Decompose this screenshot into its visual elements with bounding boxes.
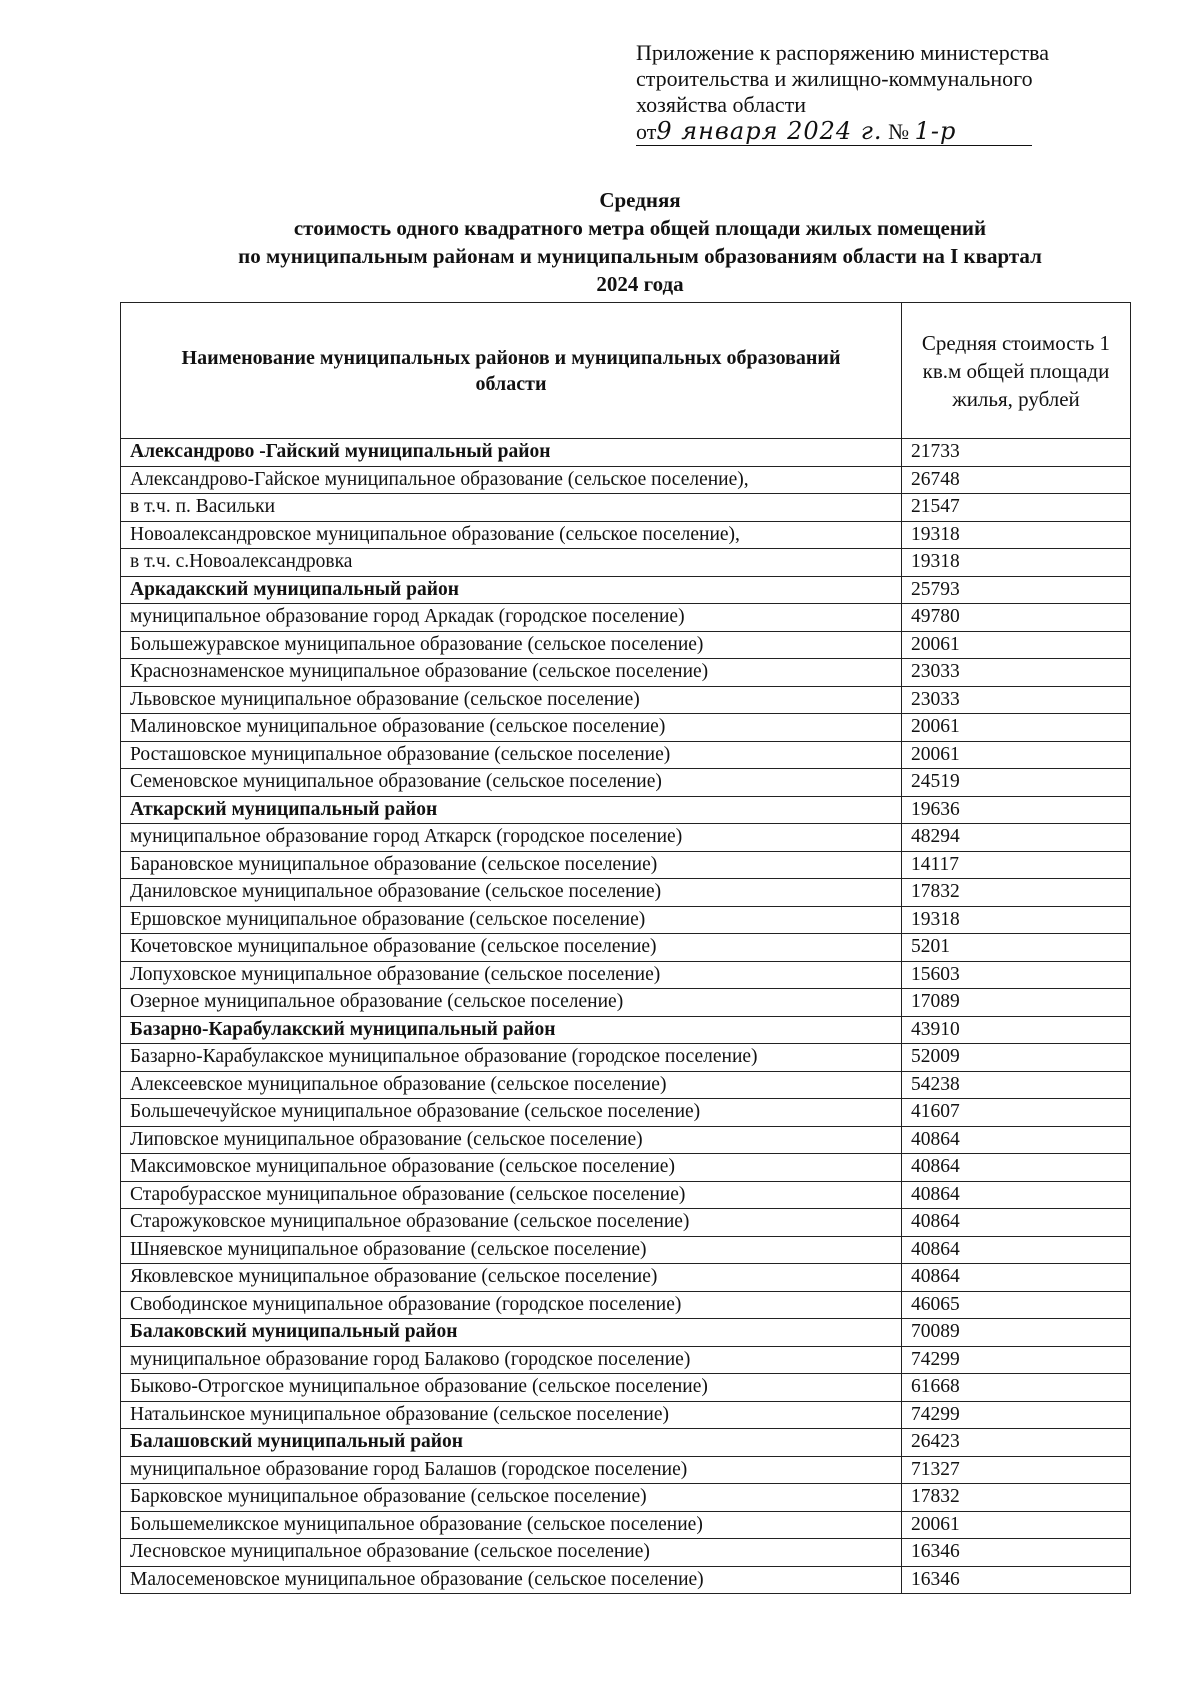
table-row [121,1209,1131,1237]
table-row [121,494,1131,522]
table-row [121,466,1131,494]
table-row [121,1291,1131,1319]
appendix-line: Приложение к распоряжению министерства [636,40,1049,65]
appendix-line: строительства и жилищно-коммунального [636,66,1033,91]
row-name: Большемеликское муниципальное образование (сельское поселение) [121,1511,902,1539]
document-title [150,186,1130,298]
district-row [121,1429,1131,1457]
district-row [121,1319,1131,1347]
table-row [121,1456,1131,1484]
row-value: 48294 [902,824,1131,852]
row-value: 46065 [902,1291,1131,1319]
table-row [121,1126,1131,1154]
row-value: 17832 [902,1484,1131,1512]
table-row [121,1484,1131,1512]
row-value: 26748 [902,466,1131,494]
row-value: 16346 [902,1539,1131,1567]
table-row [121,714,1131,742]
title-line-1: Средняя [599,188,681,212]
order-date-line [636,118,1032,146]
row-value: 74299 [902,1401,1131,1429]
header-name: Наименование муниципальных районов и муниципальных образований области [121,303,902,439]
date-prefix: от [636,119,657,144]
row-name: Базарно-Карабулакское муниципальное образование (городское поселение) [121,1044,902,1072]
table-body [121,439,1131,1594]
row-value: 15603 [902,961,1131,989]
table-row [121,1181,1131,1209]
district-row [121,439,1131,467]
row-value: 40864 [902,1154,1131,1182]
row-name: Липовское муниципальное образование (сельское поселение) [121,1126,902,1154]
table-row [121,1044,1131,1072]
table-row [121,1236,1131,1264]
table-row [121,769,1131,797]
row-name: Росташовское муниципальное образование (сельское поселение) [121,741,902,769]
row-name: Озерное муниципальное образование (сельское поселение) [121,989,902,1017]
row-value: 40864 [902,1209,1131,1237]
row-name: Кочетовское муниципальное образование (сельское поселение) [121,934,902,962]
row-value: 19318 [902,521,1131,549]
row-name: Барановское муниципальное образование (сельское поселение) [121,851,902,879]
row-name: Максимовское муниципальное образование (сельское поселение) [121,1154,902,1182]
table-row [121,686,1131,714]
row-name: Аткарский муниципальный район [121,796,902,824]
row-value: 21547 [902,494,1131,522]
row-value: 17832 [902,879,1131,907]
row-name: Лесновское муниципальное образование (сельское поселение) [121,1539,902,1567]
table-row [121,879,1131,907]
row-name: Малосеменовское муниципальное образование (сельское поселение) [121,1566,902,1594]
row-value: 71327 [902,1456,1131,1484]
table-row [121,906,1131,934]
row-value: 20061 [902,741,1131,769]
title-line-2: стоимость одного квадратного метра общей площади жилых помещений [293,216,987,240]
table-row [121,604,1131,632]
handwritten-date: 9 января 2024 г. [656,117,883,145]
table-row [121,1264,1131,1292]
table-row [121,989,1131,1017]
title-line-3: по муниципальным районам и муниципальным образованиям области на I квартал [238,244,1042,268]
row-value: 23033 [902,659,1131,687]
row-value: 26423 [902,1429,1131,1457]
row-value: 20061 [902,1511,1131,1539]
row-name: Большечечуйское муниципальное образование (сельское поселение) [121,1099,902,1127]
row-name: Львовское муниципальное образование (сельское поселение) [121,686,902,714]
row-value: 43910 [902,1016,1131,1044]
table-row [121,741,1131,769]
row-name: Краснознаменское муниципальное образование (сельское поселение) [121,659,902,687]
row-value: 19318 [902,906,1131,934]
row-name: Новоалександровское муниципальное образование (сельское поселение), [121,521,902,549]
row-value: 70089 [902,1319,1131,1347]
row-value: 40864 [902,1181,1131,1209]
district-row [121,576,1131,604]
row-value: 40864 [902,1126,1131,1154]
number-prefix: № [888,119,910,144]
row-name: Балашовский муниципальный район [121,1429,902,1457]
table-row [121,1099,1131,1127]
table-row [121,1401,1131,1429]
row-value: 40864 [902,1264,1131,1292]
row-name: Балаковский муниципальный район [121,1319,902,1347]
row-value: 23033 [902,686,1131,714]
row-value: 20061 [902,714,1131,742]
row-name: Малиновское муниципальное образование (сельское поселение) [121,714,902,742]
header-value: Средняя стоимость 1 кв.м общей площади жилья, рублей [902,303,1131,439]
row-name: Лопуховское муниципальное образование (сельское поселение) [121,961,902,989]
appendix-header [636,40,1106,146]
row-value: 24519 [902,769,1131,797]
row-name: Александрово -Гайский муниципальный район [121,439,902,467]
row-name: муниципальное образование город Аркадак (городское поселение) [121,604,902,632]
table-row [121,824,1131,852]
row-value: 25793 [902,576,1131,604]
row-value: 61668 [902,1374,1131,1402]
table-row [121,961,1131,989]
row-value: 41607 [902,1099,1131,1127]
table-row [121,1539,1131,1567]
table-row [121,1154,1131,1182]
row-name: Даниловское муниципальное образование (сельское поселение) [121,879,902,907]
table-row [121,659,1131,687]
row-value: 19636 [902,796,1131,824]
row-value: 74299 [902,1346,1131,1374]
row-name: муниципальное образование город Балаково (городское поселение) [121,1346,902,1374]
table-row [121,549,1131,577]
table-row [121,934,1131,962]
row-name: Базарно-Карабулакский муниципальный район [121,1016,902,1044]
row-value: 5201 [902,934,1131,962]
table-header-row [121,303,1131,439]
handwritten-number: 1-р [914,117,957,145]
title-line-4: 2024 года [596,272,684,296]
row-value: 19318 [902,549,1131,577]
row-name: Алексеевское муниципальное образование (сельское поселение) [121,1071,902,1099]
row-name: Быково-Отрогское муниципальное образование (сельское поселение) [121,1374,902,1402]
row-value: 17089 [902,989,1131,1017]
row-name: Натальинское муниципальное образование (сельское поселение) [121,1401,902,1429]
row-name: Семеновское муниципальное образование (сельское поселение) [121,769,902,797]
row-name: Старобурасское муниципальное образование (сельское поселение) [121,1181,902,1209]
row-name: муниципальное образование город Балашов (городское поселение) [121,1456,902,1484]
row-name: в т.ч. п. Васильки [121,494,902,522]
row-name: Старожуковское муниципальное образование (сельское поселение) [121,1209,902,1237]
row-name: в т.ч. с.Новоалександровка [121,549,902,577]
table-row [121,521,1131,549]
district-row [121,796,1131,824]
row-value: 49780 [902,604,1131,632]
row-value: 52009 [902,1044,1131,1072]
row-name: Шняевское муниципальное образование (сельское поселение) [121,1236,902,1264]
row-name: Большежуравское муниципальное образование (сельское поселение) [121,631,902,659]
row-name: Александрово-Гайское муниципальное образование (сельское поселение), [121,466,902,494]
row-name: Аркадакский муниципальный район [121,576,902,604]
table-row [121,631,1131,659]
table-row [121,1071,1131,1099]
row-name: Барковское муниципальное образование (сельское поселение) [121,1484,902,1512]
table-row [121,851,1131,879]
row-value: 40864 [902,1236,1131,1264]
row-name: Свободинское муниципальное образование (городское поселение) [121,1291,902,1319]
appendix-line: хозяйства области [636,92,807,117]
row-name: Ершовское муниципальное образование (сельское поселение) [121,906,902,934]
row-name: Яковлевское муниципальное образование (сельское поселение) [121,1264,902,1292]
table-row [121,1511,1131,1539]
row-value: 14117 [902,851,1131,879]
row-value: 16346 [902,1566,1131,1594]
district-row [121,1016,1131,1044]
row-value: 54238 [902,1071,1131,1099]
row-value: 20061 [902,631,1131,659]
row-value: 21733 [902,439,1131,467]
table-row [121,1374,1131,1402]
table-row [121,1346,1131,1374]
table-row [121,1566,1131,1594]
row-name: муниципальное образование город Аткарск (городское поселение) [121,824,902,852]
cost-table [120,302,1131,1594]
